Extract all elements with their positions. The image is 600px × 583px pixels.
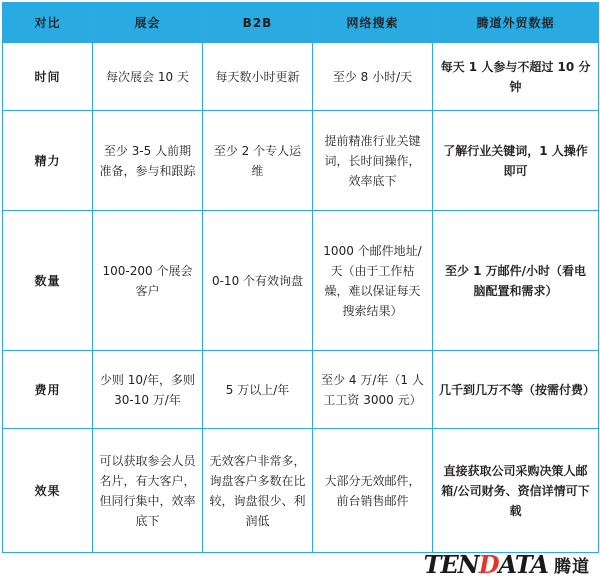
- cell-effort-b2b: 至少 2 个专人运维: [203, 111, 313, 211]
- column-header-b2b: B2B: [203, 3, 313, 43]
- cell-cost-web-search: 至少 4 万/年（1 人工工资 3000 元）: [313, 351, 433, 429]
- table-row: [3, 211, 599, 351]
- table-header: [3, 3, 599, 43]
- comparison-table-page: [0, 2, 600, 583]
- cell-time-web-search: 至少 8 小时/天: [313, 43, 433, 111]
- cell-effect-web-search: 大部分无效邮件，前台销售邮件: [313, 429, 433, 553]
- row-label-cost: 费用: [3, 351, 93, 429]
- table-row: [3, 429, 599, 553]
- table-body: [3, 43, 599, 553]
- logo-text-accent: D: [478, 550, 499, 579]
- logo-text-left: TEN: [423, 550, 479, 579]
- cell-quantity-web-search: 1000 个邮件地址/天（由于工作枯燥，难以保证每天搜索结果）: [313, 211, 433, 351]
- cell-effort-web-search: 提前精准行业关键词，长时间操作，效率底下: [313, 111, 433, 211]
- column-header-tendata: 腾道外贸数据: [433, 3, 599, 43]
- row-label-time: 时间: [3, 43, 93, 111]
- cell-time-tendata: 每天 1 人参与不超过 10 分钟: [433, 43, 599, 111]
- tendata-logo: [424, 550, 590, 579]
- logo-wordmark: [424, 550, 548, 579]
- logo-text-right: ATA: [498, 550, 548, 579]
- comparison-table: [2, 2, 599, 553]
- column-header-compare: 对比: [3, 3, 93, 43]
- cell-effort-tendata: 了解行业关键词，1 人操作即可: [433, 111, 599, 211]
- cell-cost-tendata: 几千到几万不等（按需付费）: [433, 351, 599, 429]
- cell-quantity-exhibition: 100-200 个展会客户: [93, 211, 203, 351]
- column-header-exhibition: 展会: [93, 3, 203, 43]
- cell-time-exhibition: 每次展会 10 天: [93, 43, 203, 111]
- cell-cost-b2b: 5 万以上/年: [203, 351, 313, 429]
- cell-time-b2b: 每天数小时更新: [203, 43, 313, 111]
- logo-chinese-name: 腾道: [554, 557, 590, 577]
- table-row: [3, 111, 599, 211]
- cell-quantity-b2b: 0-10 个有效询盘: [203, 211, 313, 351]
- row-label-quantity: 数量: [3, 211, 93, 351]
- table-row: [3, 43, 599, 111]
- column-header-web-search: 网络搜索: [313, 3, 433, 43]
- cell-effect-b2b: 无效客户非常多，询盘客户多数在比较，询盘很少、利润低: [203, 429, 313, 553]
- row-label-effect: 效果: [3, 429, 93, 553]
- cell-quantity-tendata: 至少 1 万邮件/小时（看电脑配置和需求）: [433, 211, 599, 351]
- cell-cost-exhibition: 少则 10/年，多则 30-10 万/年: [93, 351, 203, 429]
- row-label-effort: 精力: [3, 111, 93, 211]
- table-header-row: [3, 3, 599, 43]
- cell-effort-exhibition: 至少 3-5 人前期准备，参与和跟踪: [93, 111, 203, 211]
- table-row: [3, 351, 599, 429]
- cell-effect-exhibition: 可以获取参会人员名片，有大客户，但同行集中，效率底下: [93, 429, 203, 553]
- cell-effect-tendata: 直接获取公司采购决策人邮箱/公司财务、资信详情可下载: [433, 429, 599, 553]
